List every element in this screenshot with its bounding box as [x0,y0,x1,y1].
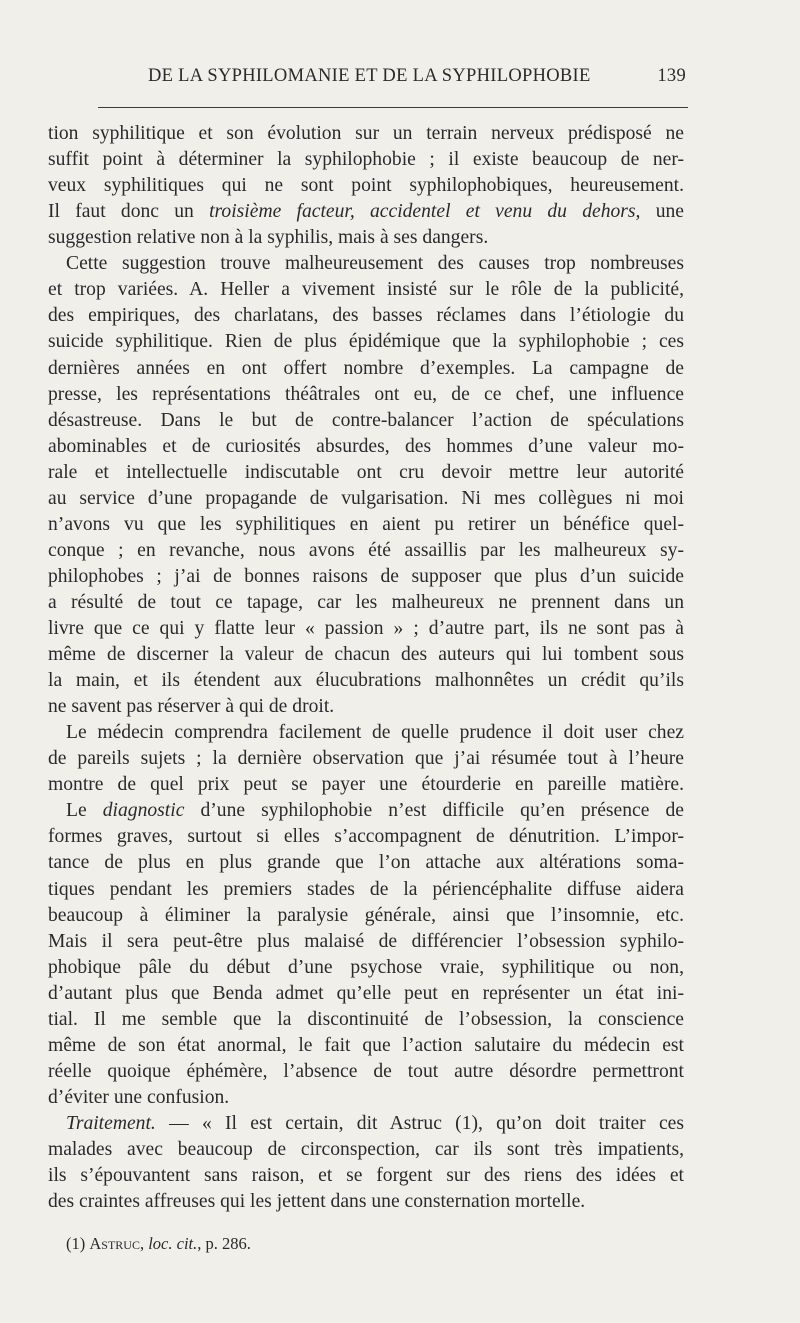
text-line: phobique pâle du début d’une psychose vraie, syphilitique ou non, [48,956,684,978]
text-line: a résulté de tout ce tapage, car les malheureux ne prennent dans un [48,591,684,613]
footnote-page: , p. 286. [197,1234,251,1253]
text-line: conque ; en revanche, nous avons été assaillis par les malheureux sy- [48,539,684,561]
text-line: même de son état anormal, le fait que l’action salutaire du médecin est [48,1034,684,1056]
footnote-marker: (1) [66,1234,86,1253]
text-line: montre de quel prix peut se payer une étourderie en pareille matière. [48,774,684,796]
text-line: Le médecin comprendra facilement de quelle prudence il doit user chez [66,722,684,744]
text-segment: d’une syphilophobie n’est difficile qu’en présence de [184,800,684,822]
footnote-author: Astruc [89,1234,140,1253]
text-line: tiques pendant les premiers stades de la périencéphalite diffuse aidera [48,878,684,900]
text-line: la main, et ils étendent aux élucubrations malhonnêtes un crédit qu’ils [48,670,684,692]
text-line: presse, les représentations théâtrales ont eu, de ce chef, une influence [48,383,684,405]
text-line: abominables et de curiosités absurdes, des hommes d’une valeur mo- [48,435,684,457]
text-line: veux syphilitiques qui ne sont point syphilophobiques, heureusement. [48,175,684,197]
text-line: Cette suggestion trouve malheureusement des causes trop nombreuses [66,253,684,275]
running-header [48,66,688,96]
text-line: n’avons vu que les syphilitiques en aient pu retirer un bénéfice quel- [48,513,684,535]
text-line: dernières années en ont offert nombre d’exemples. La campagne de [48,357,684,379]
header-rule [98,107,688,108]
italic-segment: diagnostic [102,800,185,822]
footnote: (1) Astruc, loc. cit., p. 286. [66,1234,251,1253]
text-line: beaucoup à éliminer la paralysie générale, ainsi que l’insomnie, etc. [48,904,684,926]
running-title: DE LA SYPHILOMANIE ET DE LA SYPHILOPHOBIE [148,66,591,86]
text-segment: Le [66,800,103,822]
text-segment: Il faut donc un [48,201,210,223]
italic-segment: Traitement. [66,1112,156,1134]
text-line: même de discerner la valeur de chacun des auteurs qui lui tombent sous [48,644,684,665]
text-segment: — « Il est certain, dit Astruc (1), qu’on doit traiter ces [155,1112,684,1134]
text-line: philophobes ; j’ai de bonnes raisons de supposer que plus d’un suicide [48,565,684,587]
text-line: ils s’épouvantent sans raison, et se forgent sur des riens des idées et [48,1165,684,1186]
text-line: ne savent pas réserver à qui de droit. [48,696,335,718]
text-line: tial. Il me semble que la discontinuité de l’obsession, la conscience [48,1008,684,1030]
text-line: des craintes affreuses qui les jettent dans une consternation mortelle. [48,1191,586,1212]
text-line: tion syphilitique et son évolution sur un terrain nerveux prédisposé ne [48,123,684,144]
text-line: malades avec beaucoup de circonspection, car ils sont très impatients, [48,1139,684,1160]
text-line: livre que ce qui y flatte leur « passion » ; d’autre part, ils ne sont pas à [48,618,684,639]
text-line: et trop variées. A. Heller a vivement insisté sur le rôle de la publicité, [48,279,684,301]
text-line [66,1111,684,1137]
footnote-ref: loc. cit. [148,1234,198,1253]
text-line: au service d’une propagande de vulgarisation. Ni mes collègues ni moi [48,487,684,509]
page-number: 139 [657,66,686,86]
text-line: rale et intellectuelle indiscutable ont cru devoir mettre leur autorité [48,461,684,483]
text-line [66,798,684,824]
text-line: suffit point à déterminer la syphilophobie ; il existe beaucoup de ner- [48,149,684,171]
text-line: suicide syphilitique. Rien de plus épidémique que la syphilophobie ; ces [48,331,684,353]
text-line: suggestion relative non à la syphilis, mais à ses dangers. [48,227,489,249]
italic-segment: troisième facteur, accidentel et venu du dehors, [209,201,641,223]
text-line: formes graves, surtout si elles s’accompagnent de dénutrition. L’impor- [48,826,684,848]
text-segment: une [640,201,684,223]
text-line: Mais il sera peut-être plus malaisé de différencier l’obsession syphilo- [48,930,684,952]
text-line: d’éviter une confusion. [48,1086,230,1108]
text-line: des empiriques, des charlatans, des basses réclames dans l’étiologie du [48,305,684,327]
text-line [48,199,684,225]
text-line: de pareils sujets ; la dernière observation que j’ai résumée tout à l’heure [48,748,684,770]
text-line: d’autant plus que Benda admet qu’elle peut en représenter un état ini- [48,982,684,1004]
text-line: réelle quoique éphémère, l’absence de tout autre désordre permettront [48,1060,684,1082]
text-line: tance de plus en plus grande que l’on attache aux altérations soma- [48,852,684,874]
text-line: désastreuse. Dans le but de contre-balancer l’action de spéculations [48,409,684,431]
